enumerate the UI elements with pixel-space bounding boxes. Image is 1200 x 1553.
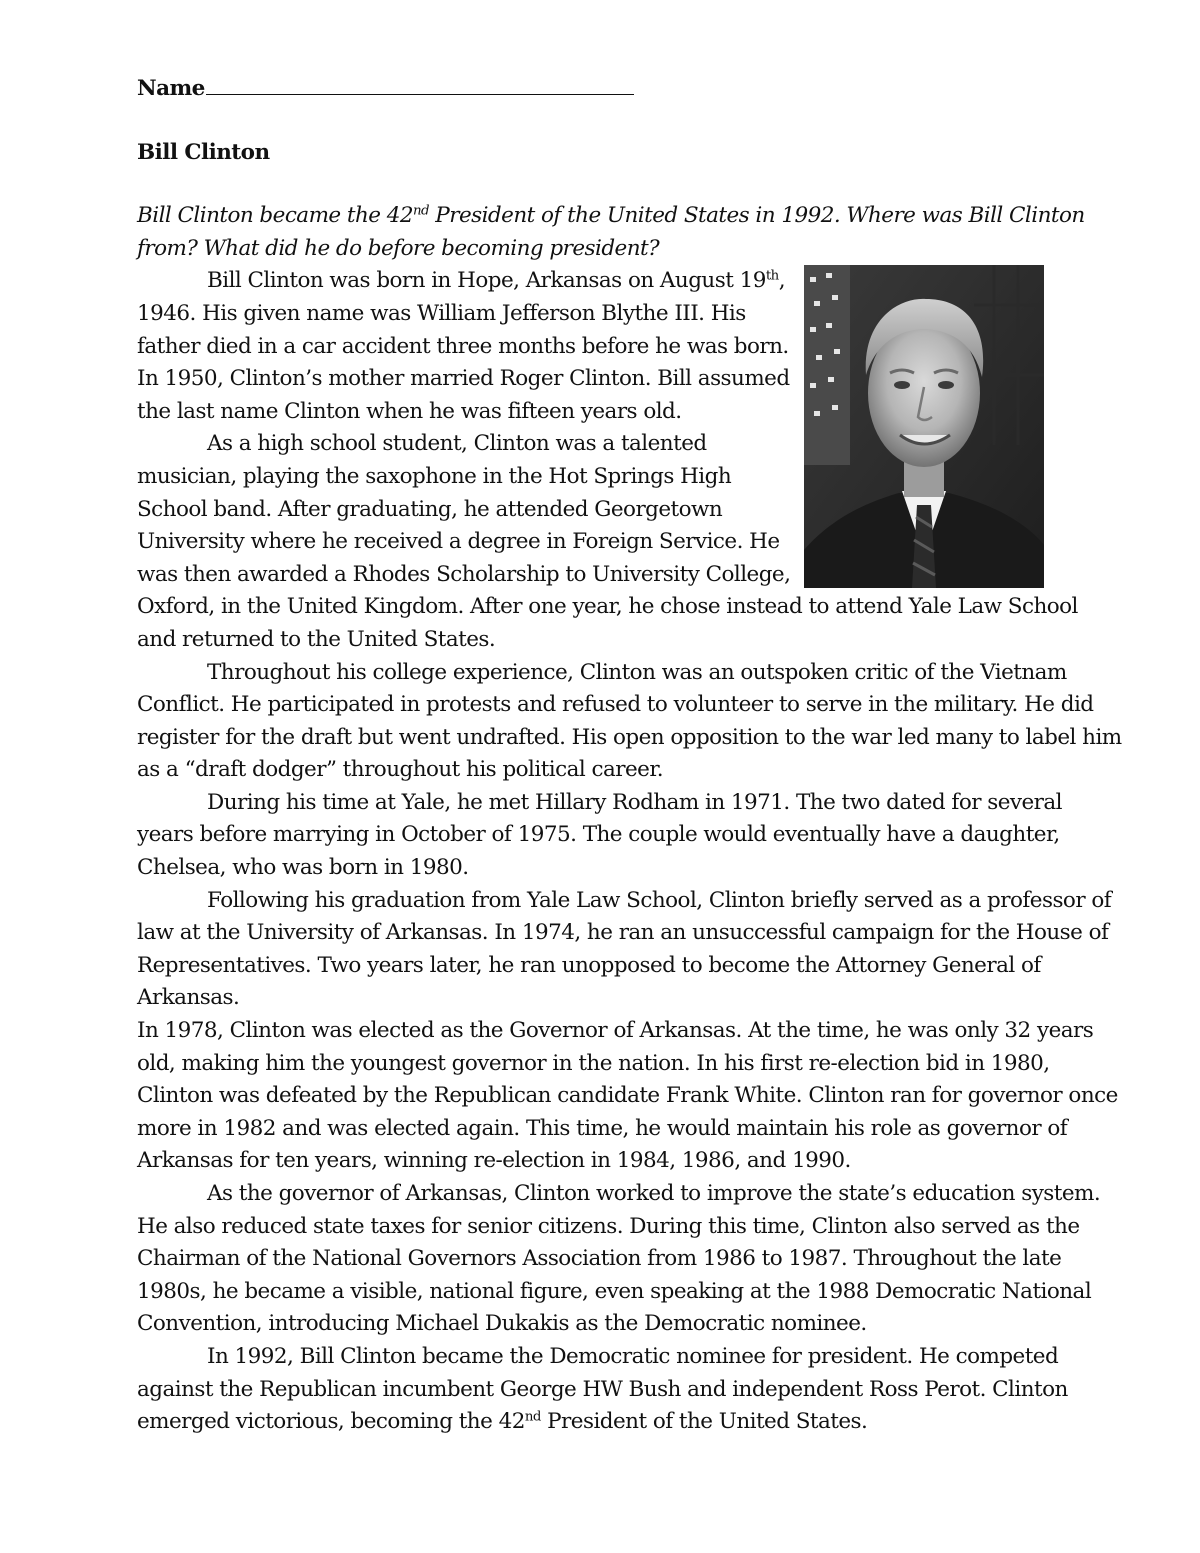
name-blank-line[interactable]	[206, 68, 634, 95]
portrait-image	[804, 265, 1044, 588]
paragraph-marriage: During his time at Yale, he met Hillary Rodham in 1971. The two dated for several years before marrying in October of 1975. The couple would eventually have a daughter, Chelsea, who was born in 1980.	[137, 789, 1062, 881]
name-field-row	[137, 68, 1122, 106]
paragraph-presidency-text-2: President of the United States.	[540, 1409, 868, 1435]
paragraph-governor: In 1978, Clinton was elected as the Governor of Arkansas. At the time, he was only 32 years old, making him the youngest governor in the nation. In his first re-election bid in 1980, Clinton was defeated by the Republican candidate Frank White. Clinton ran for governor once more in 1982 and was elected again. This time, he would maintain his role as governor of Arkansas for ten years, winning re-election in 1984, 1986, and 1990.	[137, 1018, 1118, 1174]
paragraph-governor-achievements: As the governor of Arkansas, Clinton worked to improve the state’s education system. He also reduced state taxes for senior citizens. During this time, Clinton also served as the Chairman of the National Governors Association from 1986 to 1987. Throughout the late 1980s, he became a visible, national figure, even speaking at the 1988 Democratic National Convention, introducing Michael Dukakis as the Democratic nominee.	[137, 1181, 1101, 1337]
paragraph-presidency-superscript: nd	[524, 1409, 541, 1425]
paragraph-vietnam: Throughout his college experience, Clinton was an outspoken critic of the Vietnam Conflict. He participated in protests and refused to volunteer to serve in the military. He did register for the draft but went undrafted. His open opposition to the war led many to label him as a “draft dodger” throughout his political career.	[137, 659, 1122, 783]
document-content	[137, 68, 1122, 1439]
portrait-photo	[804, 265, 1044, 588]
paragraph-early-career: Following his graduation from Yale Law School, Clinton briefly served as a professor of law at the University of Arkansas. In 1974, he ran an unsuccessful campaign for the House of Representatives. Two years later, he ran unopposed to become the Attorney General of Arkansas.	[137, 887, 1112, 1011]
intro-text-2: President of the United States in 1992. Where was Bill Clinton from? What did he do before becoming president?	[137, 203, 1085, 261]
paragraph-early-life-superscript: th	[765, 269, 779, 285]
intro-questions	[137, 200, 1122, 265]
paragraph-presidency-text-1: In 1992, Bill Clinton became the Democratic nominee for president. He competed against the Republican incumbent George HW Bush and independent Ross Perot. Clinton emerged victorious, becoming the 42	[137, 1343, 1068, 1435]
paragraph-presidency	[137, 1341, 1122, 1439]
page-title: Bill Clinton	[137, 139, 270, 165]
intro-superscript: nd	[412, 203, 430, 219]
paragraph-education: As a high school student, Clinton was a talented musician, playing the saxophone in the Hot Springs High School band. After graduating, he attended Georgetown University where he received a degree in Foreign Service. He was then awarded a Rhodes Scholarship to University College, Oxford, in the United Kingdom. After one year, he chose instead to attend Yale Law School and returned to the United States.	[137, 431, 1078, 652]
intro-text-1: Bill Clinton became the 42	[137, 203, 413, 229]
name-label: Name	[137, 76, 205, 101]
paragraph-early-life-text-2: , 1946. His given name was William Jefferson Blythe III. His father died in a car accident three months before he was born. In 1950, Clinton’s mother married Roger Clinton. Bill assumed the last name Clinton when he was fifteen years old.	[137, 268, 790, 424]
paragraph-early-life-text-1: Bill Clinton was born in Hope, Arkansas on August 19	[207, 268, 766, 294]
